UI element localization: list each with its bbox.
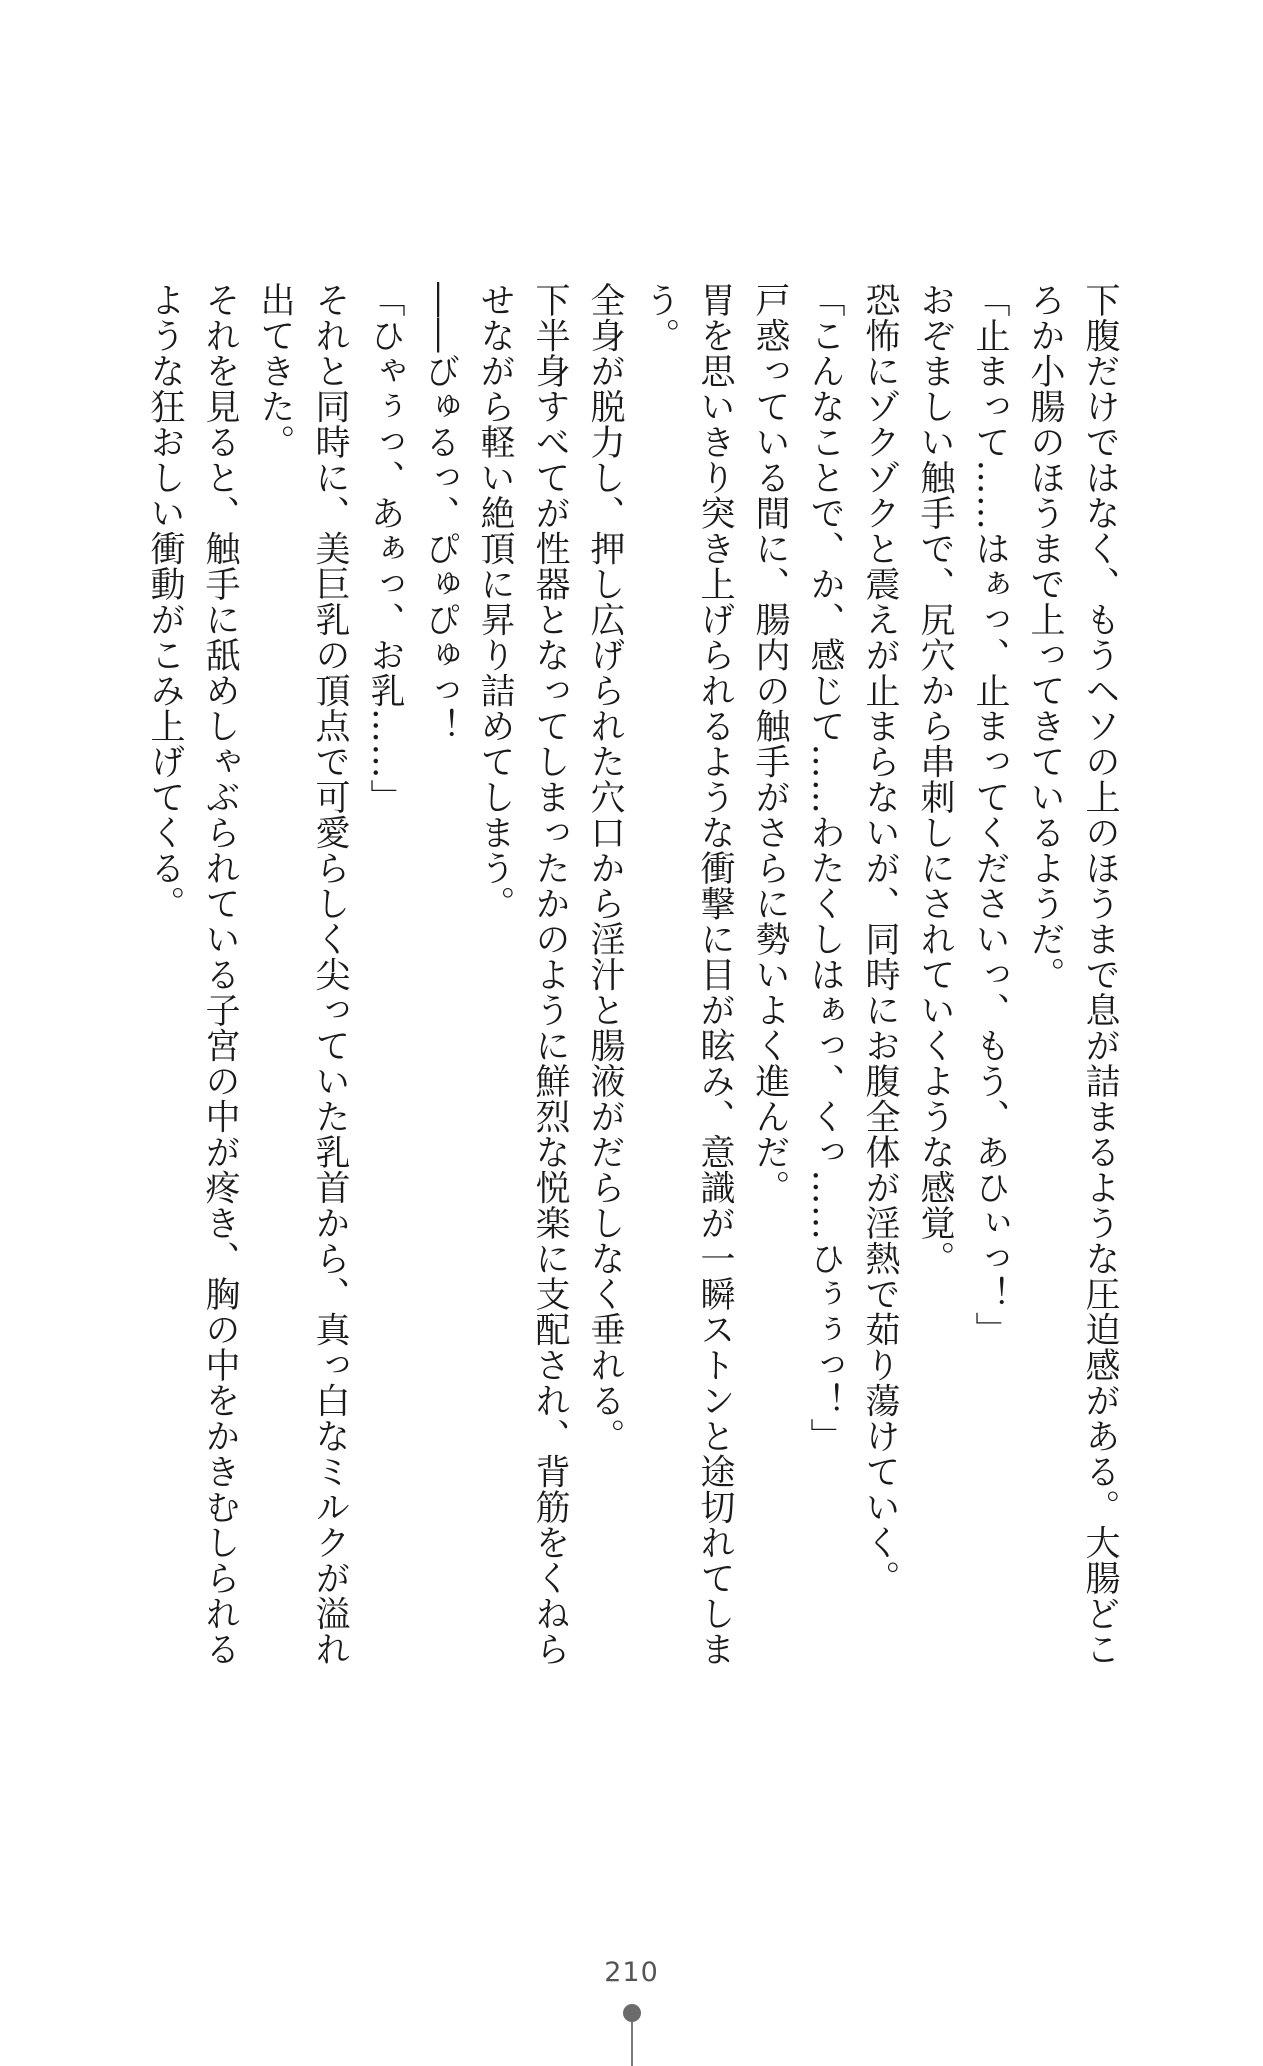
paragraph: ――びゅるっ、ぴゅぴゅっ！ bbox=[420, 282, 460, 744]
paragraph: 恐怖にゾクゾクと震えが止まらないが、同時にお腹全体が淫熱で茹り蕩けていく。 bbox=[860, 282, 900, 1596]
paragraph: 下半身すべてが性器となってしまったかのように鮮烈な悦楽に支配され、背筋をくねらせながら軽い絶頂に昇り詰めてしまう。 bbox=[475, 282, 570, 1667]
paragraph: それと同時に、美巨乳の頂点で可愛らしく尖っていた乳首から、真っ白なミルクが溢れ出てきた。 bbox=[255, 282, 350, 1667]
paragraph: 戸惑っている間に、腸内の触手がさらに勢いよく進んだ。 bbox=[750, 282, 790, 1205]
paragraph: 下腹だけではなく、もうヘソの上のほうまで息が詰まるような圧迫感がある。大腸どころか小腸のほうまで上ってきているようだ。 bbox=[1025, 282, 1120, 1667]
page-marker-dot-icon bbox=[623, 2004, 641, 2022]
page-number: 210 bbox=[604, 1957, 659, 1988]
paragraph: 「ひゃぅっ、あぁっ、お乳……」 bbox=[365, 282, 405, 815]
paragraph: 胃を思いきり突き上げられるような衝撃に目が眩み、意識が一瞬ストンと途切れてしまう。 bbox=[640, 282, 735, 1667]
paragraph: 「こんなことで、か、感じて……わたくしはぁっ、くっ……ひぅぅっ！」 bbox=[805, 282, 845, 1454]
body-text bbox=[137, 282, 1127, 1682]
paragraph: おぞましい触手で、尻穴から串刺しにされていくような感覚。 bbox=[915, 282, 955, 1276]
paragraph: それを見ると、触手に舐めしゃぶられている子宮の中が疼き、胸の中をかきむしられるような狂おしい衝動がこみ上げてくる。 bbox=[145, 282, 240, 1667]
paragraph: 「止まって……はぁっ、止まってくださいっ、もう、あひぃっ！」 bbox=[970, 282, 1010, 1347]
paragraph: 全身が脱力し、押し広げられた穴口から淫汁と腸液がだらしなく垂れる。 bbox=[585, 282, 625, 1454]
page-marker-line bbox=[631, 2022, 633, 2066]
